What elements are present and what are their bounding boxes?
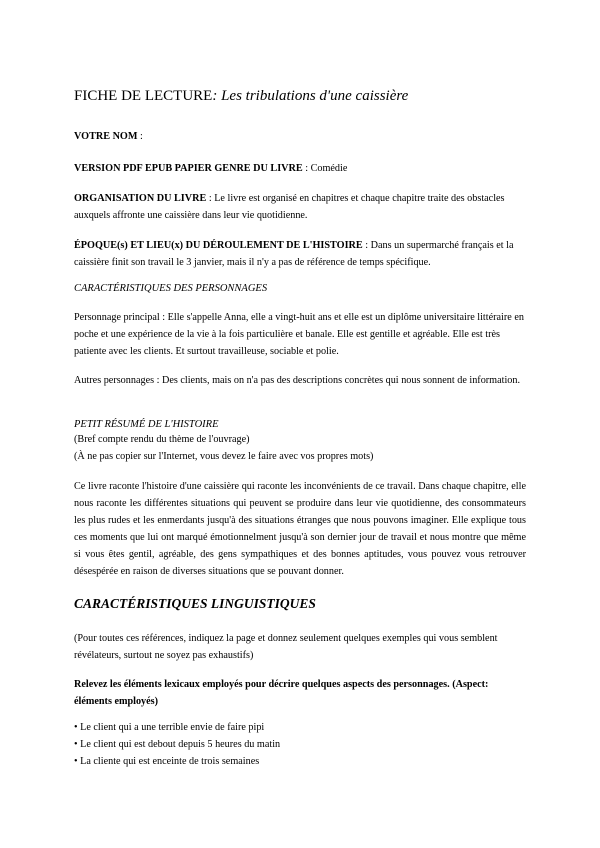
list-item: • Le client qui a une terrible envie de faire pipi <box>74 722 265 733</box>
votre-nom-label: VOTRE NOM <box>74 131 138 142</box>
personnage-principal-paragraph: Personnage principal : Elle s'appelle Anna, elle a vingt-huit ans et elle est un diplôme universitaire littéraire en poche et une expérience de la vie à la fois particulière et banale. Elle est gentille et agréable. Elle est très patiente avec les clients. Et surtout travailleuse, sociable et polie. <box>74 312 524 357</box>
epoque-paragraph <box>74 237 526 271</box>
linguistique-question: Relevez les éléments lexicaux employés pour décrire quelques aspects des personnages. (Aspect: éléments employés) <box>74 679 489 707</box>
title-main: FICHE DE LECTURE <box>74 88 213 104</box>
personnages-heading: CARACTÉRISTIQUES DES PERSONNAGES <box>74 283 268 294</box>
votre-nom-line <box>74 128 526 145</box>
epoque-label: ÉPOQUE(s) ET LIEU(x) DU DÉROULEMENT DE L'HISTOIRE <box>74 240 363 251</box>
page-title <box>74 86 408 106</box>
version-line <box>74 160 526 177</box>
resume-paragraph: Ce livre raconte l'histoire d'une caissière qui raconte les inconvénients de ce travail. Dans chaque chapitre, elle nous raconte les différentes situations qui peuvent se produire dans leur vie quotidienne, des consommateurs les plus rudes et les enmerdants jusqu'à des situations étranges que nous pouvons imaginer. Elle explique tous ces moments que lui ont marqué émotionnelment jusqu'à son dernier jour de travail et nous montre que même si vous êtes gentil, agréable, des gens sympathiques et des bonnes aptitudes, vous pouvez vous retrouver désespérée en raison de diverses situations que se pouvant donner. <box>74 481 526 577</box>
resume-note-1: (Bref compte rendu du thème de l'ouvrage) <box>74 434 250 445</box>
votre-nom-value: : <box>137 131 143 142</box>
version-label: VERSION PDF EPUB PAPIER GENRE DU LIVRE <box>74 163 303 174</box>
linguistique-heading: CARACTÉRISTIQUES LINGUISTIQUES <box>74 596 316 611</box>
title-book: Les tribulations d'une caissière <box>221 88 409 104</box>
organisation-text: : Le livre est organisé en chapitres et chaque chapitre traite des obstacles auxquels affronte une caissière dans leur vie quotidienne. <box>74 193 505 221</box>
examples-list <box>74 719 526 770</box>
epoque-text: : Dans un supermarché français et la caissière finit son travail le 3 janvier, mais il n'y a pas de référence de temps spécifique. <box>74 240 514 268</box>
autres-personnages-paragraph: Autres personnages : Des clients, mais on n'a pas des descriptions concrètes qui nous sonnent de information. <box>74 375 521 386</box>
version-value: : Comédie <box>302 163 348 174</box>
title-colon: : <box>212 88 222 104</box>
organisation-label: ORGANISATION DU LIVRE <box>74 193 207 204</box>
resume-note-2: (À ne pas copier sur l'Internet, vous devez le faire avec vos propres mots) <box>74 451 374 462</box>
list-item: • La cliente qui est enceinte de trois semaines <box>74 756 260 767</box>
resume-heading: PETIT RÉSUMÉ DE L'HISTOIRE <box>74 419 219 430</box>
linguistique-note: (Pour toutes ces références, indiquez la page et donnez seulement quelques exemples qui vous semblent révélateurs, surtout ne soyez pas exhaustifs) <box>74 633 498 661</box>
organisation-paragraph <box>74 190 526 224</box>
list-item: • Le client qui est debout depuis 5 heures du matin <box>74 739 281 750</box>
